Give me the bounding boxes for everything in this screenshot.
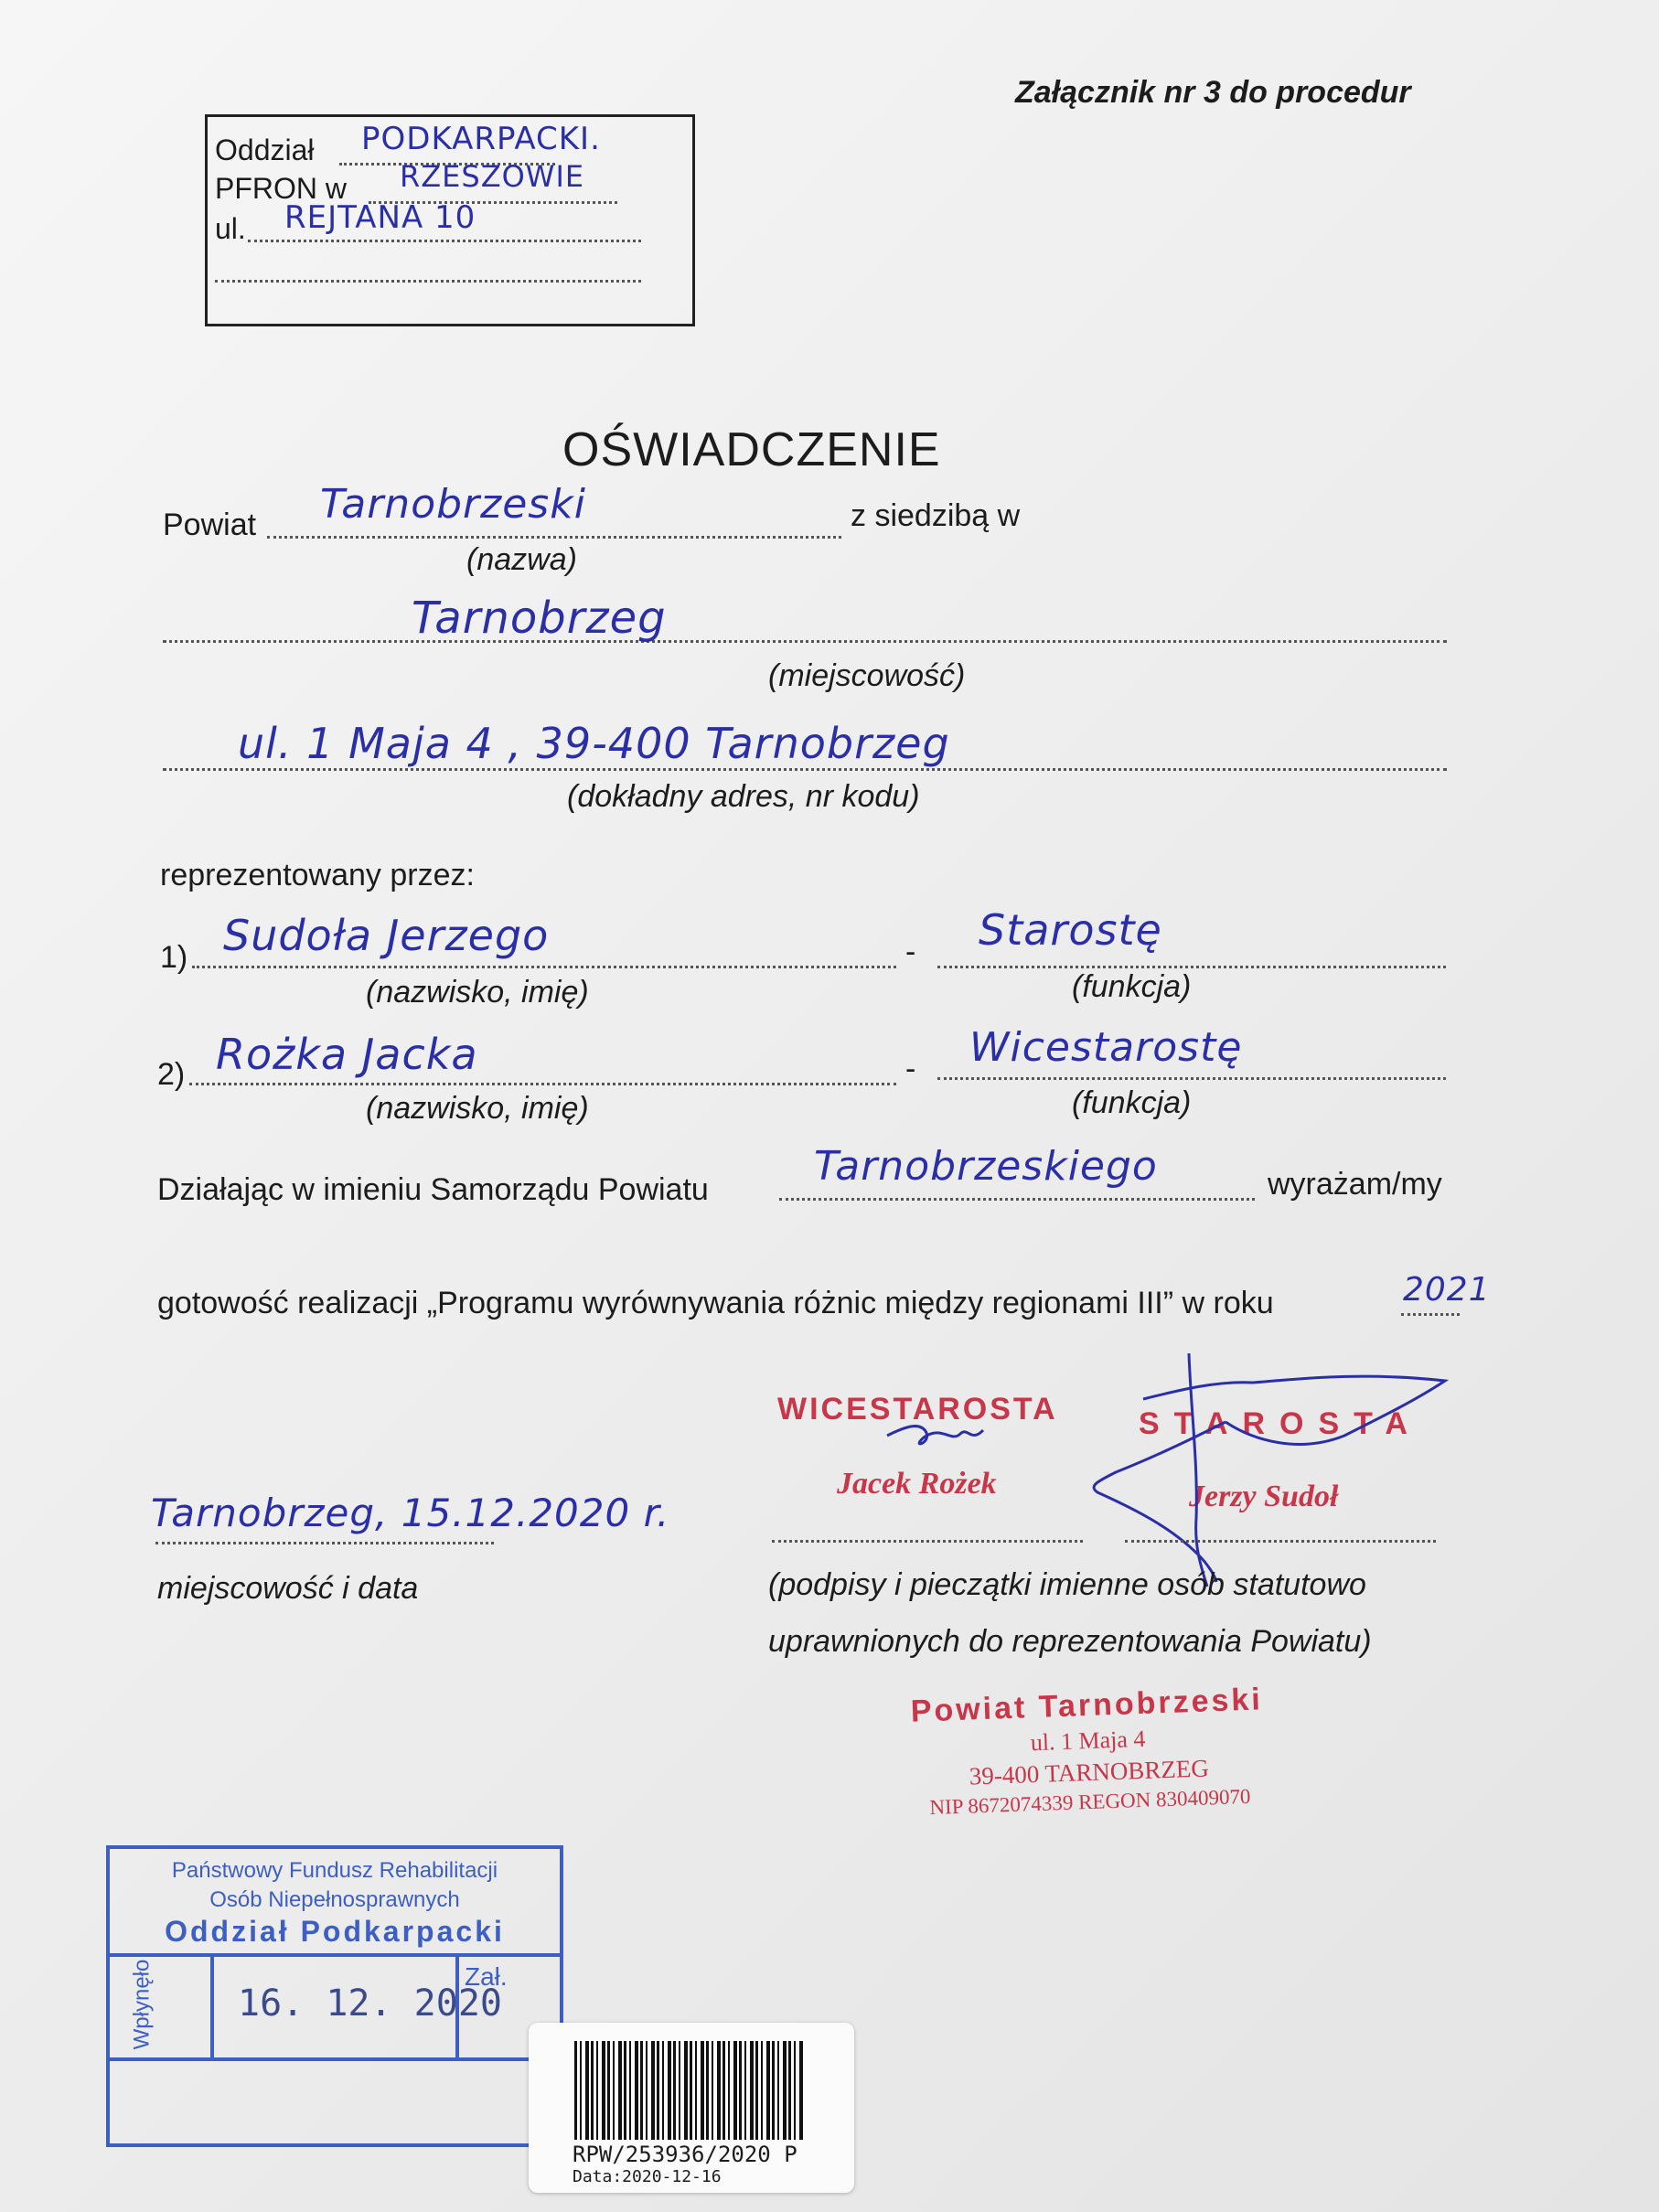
office-stamp-line3: 39-400 TARNOBRZEG <box>969 1754 1210 1790</box>
rok-value: 2021 <box>1403 1271 1491 1309</box>
office-stamp-line4: NIP 8672074339 REGON 830409070 <box>929 1784 1251 1820</box>
rep1-name: Sudoła Jerzego <box>223 911 550 960</box>
place-date-hint: miejscowość i data <box>157 1571 419 1606</box>
nazwa-hint: (nazwa) <box>466 542 577 577</box>
rep2-name: Rożka Jacka <box>216 1030 478 1079</box>
page-title: OŚWIADCZENIE <box>562 423 941 476</box>
powiat-label: Powiat <box>163 508 257 542</box>
ul-label: ul. <box>215 212 246 245</box>
rep1-dash: - <box>905 935 916 969</box>
pfron-label: PFRON w <box>215 172 347 205</box>
pfron-value: RZESZOWIE <box>400 159 585 194</box>
received-stamp-line2: Osób Niepełnosprawnych <box>209 1887 460 1912</box>
dzialajac-label: Działając w imieniu Samorządu Powiatu <box>157 1172 709 1207</box>
wplynelo-label: Wpłynęło <box>129 1959 155 2050</box>
powiat-value: Tarnobrzeski <box>320 481 586 528</box>
stamp-starosta-title: STAROSTA <box>1139 1406 1422 1441</box>
barcode-date: Data:2020-12-16 <box>573 2167 722 2186</box>
received-stamp <box>106 1845 563 2147</box>
rep1-number: 1) <box>160 940 188 975</box>
sign-hint-2: uprawnionych do reprezentowania Powiatu) <box>768 1624 1372 1659</box>
z-siedziba-label: z siedzibą w <box>851 498 1021 533</box>
oddzial-label: Oddział <box>215 134 315 166</box>
rep1-function: Starostę <box>979 905 1162 955</box>
received-stamp-line1: Państwowy Fundusz Rehabilitacji <box>171 1858 498 1883</box>
office-stamp-line1: Powiat Tarnobrzeski <box>910 1682 1264 1729</box>
ul-value: REJTANA 10 <box>284 199 476 236</box>
received-date: 16. 12. 2020 <box>238 1982 502 2025</box>
rep2-dash: - <box>905 1052 916 1086</box>
rep2-name-hint: (nazwisko, imię) <box>366 1091 589 1126</box>
stamp-starosta-name: Jerzy Sudoł <box>1189 1480 1339 1513</box>
zal-label: Zał. <box>465 1962 508 1991</box>
rep2-func-hint: (funkcja) <box>1072 1085 1192 1120</box>
barcode-sticker <box>529 2023 854 2193</box>
miejscowosc-hint: (miejscowość) <box>768 658 966 693</box>
barcode-number: RPW/253936/2020 P <box>573 2142 797 2167</box>
adres-hint: (dokładny adres, nr kodu) <box>567 779 920 814</box>
reprezentowany-label: reprezentowany przez: <box>160 858 475 892</box>
rep2-number: 2) <box>157 1057 186 1092</box>
barcode-bars <box>574 2041 805 2140</box>
stamp-wicestarosta-title: WICESTAROSTA <box>777 1392 1058 1427</box>
received-stamp-line3: Oddział Podkarpacki <box>165 1915 505 1948</box>
gotowosc-label: gotowość realizacji „Programu wyrównywania różnic między regionami III” w roku <box>157 1286 1274 1320</box>
rep1-func-hint: (funkcja) <box>1072 969 1192 1004</box>
annex-label: Załącznik nr 3 do procedur <box>1015 75 1411 110</box>
sign-hint-1: (podpisy i pieczątki imienne osób statutowo <box>768 1567 1366 1602</box>
address-box <box>205 114 695 326</box>
rep1-name-hint: (nazwisko, imię) <box>366 975 589 1010</box>
miejscowosc-value: Tarnobrzeg <box>412 593 667 644</box>
office-stamp <box>876 1681 1301 1822</box>
oddzial-value: PODKARPACKI. <box>361 121 601 157</box>
wyrazam-label: wyrażam/my <box>1268 1167 1442 1202</box>
place-date-value: Tarnobrzeg, 15.12.2020 r. <box>151 1491 670 1535</box>
office-stamp-line2: ul. 1 Maja 4 <box>1030 1725 1146 1757</box>
stamp-wicestarosta-name: Jacek Rożek <box>837 1467 997 1501</box>
samorzad-value: Tarnobrzeskiego <box>814 1143 1158 1190</box>
adres-value: ul. 1 Maja 4 , 39-400 Tarnobrzeg <box>238 719 950 768</box>
rep2-function: Wicestarostę <box>969 1024 1243 1071</box>
